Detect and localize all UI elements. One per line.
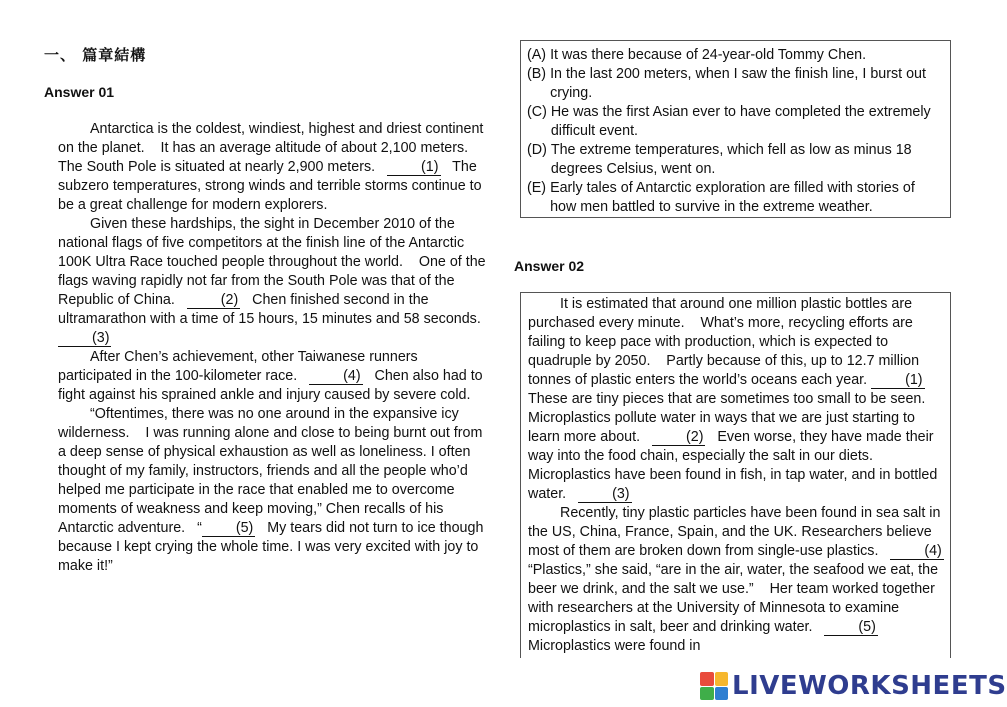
- option-key: (E): [527, 180, 547, 196]
- passage-text: Given these hardships, the sight in December 2010 of the national flags of five competitors at the finish line of the Antarctic 100K Ultra Race touched people throughout the world. One of the flags waving rapidly not far from the South Pole was that of the Republic of China.: [58, 216, 490, 308]
- answer-blank[interactable]: (3): [58, 330, 111, 347]
- option-item: [527, 141, 942, 179]
- answer-blank[interactable]: (1): [871, 372, 924, 389]
- option-text: The extreme temperatures, which fell as low as minus 18 degrees Celsius, went on.: [550, 142, 912, 177]
- paragraph: [58, 348, 490, 405]
- passage-text: “Oftentimes, there was no one around in the expansive icy wilderness. I was running alone and close to being burnt out from a deep sense of physical exhaustion as well as loneliness. I often thought of my family, instructors, friends and all the people who’d helped me participate in the race that enabled me to overcome moments of weakness and keep moving,” Chen recalls of his Antarctic adventure. “: [58, 406, 487, 536]
- logo-square: [700, 687, 714, 701]
- option-text: He was the first Asian ever to have completed the extremely difficult event.: [550, 104, 931, 139]
- paragraph: [528, 295, 946, 504]
- passage-text: My tears did not turn to ice though because I kept crying the whole time. I was very excited with joy to make it!”: [58, 520, 488, 574]
- option-text: It was there because of 24-year-old Tommy Chen.: [550, 47, 867, 63]
- passage-text: Antarctica is the coldest, windiest, highest and driest continent on the planet. It has an average altitude of about 2,100 meters. The South Pole is situated at nearly 2,900 meters.: [58, 121, 488, 175]
- paragraph: [58, 215, 493, 348]
- option-item: [527, 46, 942, 65]
- option-key: (D): [527, 142, 547, 158]
- logo-square: [715, 687, 729, 701]
- answer-01-label: Answer 01: [44, 84, 115, 100]
- answer-blank[interactable]: (3): [578, 486, 631, 503]
- passage-text: These are tiny pieces that are sometimes too small to be seen. Microplastics pollute water in ways that we are just starting to learn more about.: [528, 372, 942, 445]
- section-heading: 一、 篇章結構: [44, 46, 147, 64]
- logo-square: [700, 672, 714, 686]
- passage-text: “Plastics,” she said, “are in the air, water, the seafood we eat, the beer we drink, and the salt we use.” Her team worked together with researchers at the University of Minnesota to examine microplastics in salt, beer and drinking water.: [528, 543, 956, 635]
- answer-blank[interactable]: (5): [824, 619, 877, 636]
- option-item: [527, 179, 942, 217]
- passage-text: Chen finished second in the ultramarathon with a time of 15 hours, 15 minutes and 58 seconds.: [58, 292, 493, 327]
- option-item: [527, 103, 942, 141]
- answer-02-label: Answer 02: [514, 258, 585, 274]
- passage-text: It is estimated that around one million plastic bottles are purchased every minute. What’s more, recycling efforts are failing to keep pace with production, which is expected to quadruple by 2050. Partly because of this, up to 12.7 million tonnes of plastic enters the world’s oceans each year.: [528, 296, 924, 388]
- logo-text: LIVEWORKSHEETS: [732, 671, 1007, 701]
- answer-blank[interactable]: (4): [890, 543, 943, 560]
- option-text: Early tales of Antarctic exploration are filled with stories of how men battled to survive in the extreme weather.: [550, 180, 915, 215]
- option-key: (B): [527, 66, 547, 82]
- logo-mark-icon: [700, 672, 728, 700]
- passage-text: The subzero temperatures, strong winds and terrible storms continue to be a great challenge for modern explorers.: [58, 159, 486, 213]
- passage-text: Microplastics were found in: [528, 619, 890, 654]
- option-item: [527, 65, 942, 103]
- passage-text: Recently, tiny plastic particles have been found in sea salt in the US, China, France, Spain, and the UK. Researchers believe most of them are broken down from single-use plastics.: [528, 505, 945, 559]
- paragraph: [58, 120, 490, 215]
- answer-blank[interactable]: (2): [187, 292, 240, 309]
- passage-antarctica: [58, 120, 493, 576]
- options-box: [520, 40, 951, 218]
- passage-text: Chen also had to fight against his sprained ankle and injury caused by severe cold.: [58, 368, 487, 403]
- option-text: In the last 200 meters, when I saw the finish line, I burst out crying.: [550, 66, 926, 101]
- paragraph: [58, 405, 490, 576]
- paragraph: [528, 504, 956, 656]
- answer-blank[interactable]: (1): [387, 159, 440, 176]
- passage-text: After Chen’s achievement, other Taiwanese runners participated in the 100-kilometer race.: [58, 349, 422, 384]
- answer-blank[interactable]: (5): [202, 520, 255, 537]
- passage-box-plastics: [520, 292, 956, 658]
- passage-plastics: [528, 295, 956, 656]
- logo-square: [715, 672, 729, 686]
- option-key: (A): [527, 47, 547, 63]
- answer-blank[interactable]: (4): [309, 368, 362, 385]
- passage-text: Even worse, they have made their way into the food chain, especially the salt in our diets. Microplastics have been found in fish, in tap water, and in bottled water.: [528, 429, 942, 502]
- liveworksheets-logo: [700, 672, 1007, 700]
- option-key: (C): [527, 104, 547, 120]
- answer-blank[interactable]: (2): [652, 429, 705, 446]
